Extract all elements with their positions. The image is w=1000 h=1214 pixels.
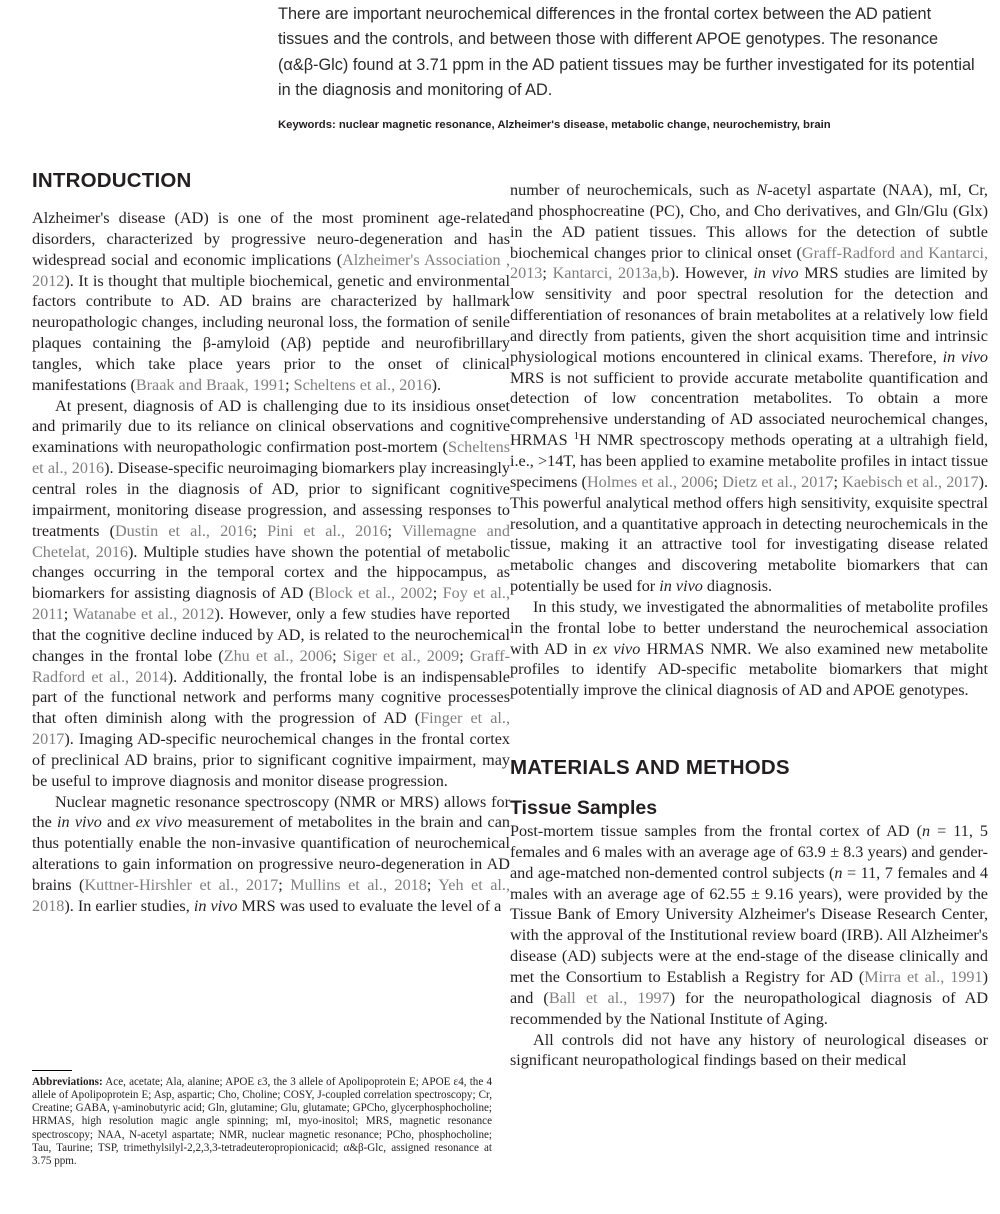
paragraph: Post-mortem tissue samples from the frontal cortex of AD (n = 11, 5 females and 6 males with an average age of 63.9 ± 8.3 years) and gender- and age-matched non-demented control subjects (n = 11, 7 females and 4 males with an average age of 62.55 ± 9.16 years), were provided by the Tissue Bank of Emory University Alzheimer's Disease Research Center, with the approval of the Institutional review board (IRB). All Alzheimer's disease (AD) subjects were at the end-stage of the disease clinically and met the Consortium to Establish a Registry for AD (Mirra et al., 1991) and (Ball et al., 1997) for the neuropathological diagnosis of AD recommended by the National Institute of Aging. xyxy=(510,822,989,1028)
paragraph: Nuclear magnetic resonance spectroscopy (NMR or MRS) allows for the in vivo and ex vivo measurement of metabolites in the brain and can thus potentially enable the non-invasive quantification of neurochemical alterations to gain information on progressive neuro-degeneration in AD brains (Kuttner-Hirshler et al., 2017; Mullins et al., 2018; Yeh et al., 2018). In earlier studies, in vivo MRS was used to evaluate the level of a xyxy=(32,792,510,915)
citation-link[interactable]: Finger et al., 2017 xyxy=(32,709,510,749)
citation-link[interactable]: Yeh et al., 2018 xyxy=(32,876,510,915)
paragraph: In this study, we investigated the abnormalities of metabolite profiles in the frontal lobe to better understand the neurochemical association with AD in ex vivo HRMAS NMR. We also examined new metabolite profiles to identify AD-specific metabolite biomarkers that might potentially improve the clinical diagnosis of AD and APOE genotypes. xyxy=(510,597,988,700)
footnote-rule xyxy=(32,1070,72,1071)
abstract-conclusion: There are important neurochemical differences in the frontal cortex between the AD patient tissues and the controls, and between those with different APOE genotypes. The resonance (α&β-Glc) found at 3.71 ppm in the AD patient tissues may be further investigated for its potential in the diagnosis and monitoring of AD. xyxy=(278,5,975,100)
citation-link[interactable]: Kuttner-Hirshler et al., 2017 xyxy=(84,876,279,894)
citation-link[interactable]: Braak and Braak, 1991 xyxy=(135,375,286,394)
citation-link[interactable]: Ball et al., 1997 xyxy=(548,988,670,1007)
citation-link[interactable]: Kantarci, 2013a,b xyxy=(552,264,670,283)
citation-link[interactable]: Kaebisch et al., 2017 xyxy=(842,472,979,491)
citation-link[interactable]: Alzheimer's Association , 2012 xyxy=(32,250,510,290)
citation-link[interactable]: Scheltens et al., 2016 xyxy=(293,375,432,394)
right-column xyxy=(510,180,988,1071)
keywords: Keywords: nuclear magnetic resonance, Alzheimer's disease, metabolic change, neurochemistry, brain xyxy=(278,119,831,131)
citation-link[interactable]: Watanabe et al., 2012 xyxy=(72,605,215,624)
paragraph: All controls did not have any history of neurological diseases or significant neuropathological findings based on their medical xyxy=(510,1030,988,1070)
section-heading-introduction: INTRODUCTION xyxy=(32,169,192,192)
section-heading-materials-methods: MATERIALS AND METHODS xyxy=(510,756,790,780)
citation-link[interactable]: Siger et al., 2009 xyxy=(342,646,460,665)
citation-link[interactable]: Graff-Radford et al., 2014 xyxy=(32,646,510,686)
citation-link[interactable]: Villemagne and Chetelat, 2016 xyxy=(32,521,510,561)
citation-link[interactable]: Holmes et al., 2006 xyxy=(586,472,714,491)
subsection-heading-tissue-samples: Tissue Samples xyxy=(510,797,658,820)
citation-link[interactable]: Mirra et al., 1991 xyxy=(864,968,983,986)
citation-link[interactable]: Mullins et al., 2018 xyxy=(290,876,427,894)
left-column xyxy=(32,168,510,917)
paragraph: At present, diagnosis of AD is challenging due to its insidious onset and primarily due to its reliance on clinical observations and cognitive examinations with neuropathologic confirmation post-mortem (Scheltens et al., 2016). Disease-specific neuroimaging biomarkers play increasingly central roles in the diagnosis of AD, prior to significant cognitive impairment, monitoring disease progression, and assessing responses to treatments (Dustin et al., 2016; Pini et al., 2016; Villemagne and Chetelat, 2016). Multiple studies have shown the potential of metabolic changes occurring in the temporal cortex and the hippocampus, as biomarkers for assisting diagnosis of AD (Block et al., 2002; Foy et al., 2011; Watanabe et al., 2012). However, only a few studies have reported that the cognitive decline induced by AD, is related to the neurochemical changes in the frontal lobe (Zhu et al., 2006; Siger et al., 2009; Graff-Radford et al., 2014). Additionally, the frontal lobe is an indispensable part of the functional network and performs many cognitive processes that often diminish along with the progression of AD (Finger et al., 2017). Imaging AD-specific neurochemical changes in the frontal cortex of preclinical AD brains, prior to significant cognitive impairment, may be useful to improve diagnosis and monitor disease progression. xyxy=(32,396,511,790)
citation-link[interactable]: Foy et al., 2011 xyxy=(32,584,510,624)
citation-link[interactable]: Block et al., 2002 xyxy=(314,584,433,603)
citation-link[interactable]: Dietz et al., 2017 xyxy=(722,472,834,491)
citation-link[interactable]: Zhu et al., 2006 xyxy=(223,646,333,665)
abbreviations-footnote: Abbreviations: Ace, acetate; Ala, alanine; APOE ε3, the 3 allele of Apolipoprotein E; APOE ε4, the 4 allele of Apolipoprotein E; Asp, aspartic; Cho, Choline; COSY, J-coupled correlation spectroscopy; Cr, Creatine; GABA, γ-aminobutyric acid; Gln, glutamine; Glu, glutamate; GPCho, glycerphosphocholine; HRMAS, high resolution magic angle spinning; mI, myo-inositol; MRS, magnetic resonance spectroscopy; NAA, N-acetyl aspartate; NMR, nuclear magnetic resonance; PCho, phosphocholine; Tau, Taurine; TSP, trimethylsilyl-2,2,3,3-tetradeuteropropionicacid; α&β-Glc, assigned resonance at 3.75 ppm. xyxy=(32,1076,492,1167)
citation-link[interactable]: Pini et al., 2016 xyxy=(267,521,388,540)
citation-link[interactable]: Scheltens et al., 2016 xyxy=(32,438,510,478)
citation-link[interactable]: Dustin et al., 2016 xyxy=(114,521,253,540)
paragraph: Alzheimer's disease (AD) is one of the most prominent age-related disorders, characterized by progressive neuro-degeneration and has widespread social and economic implications (Alzheimer's Association , 2012). It is thought that multiple biochemical, genetic and environmental factors contribute to AD. AD brains are characterized by hallmark neuropathologic changes, including neuronal loss, the formation of senile plaques containing the β-amyloid (Aβ) peptide and neurofibrillary tangles, which take place years prior to the onset of clinical manifestations (Braak and Braak, 1991; Scheltens et al., 2016). xyxy=(32,209,510,394)
citation-link[interactable]: Graff-Radford and Kantarci, 2013 xyxy=(510,243,988,283)
paragraph: number of neurochemicals, such as N-acetyl aspartate (NAA), mI, Cr, and phosphocreatine (PC), Cho, and Cho derivatives, and Gln/Glu (Glx) in the AD patient tissues. This allows for the detection of subtle biochemical changes prior to clinical onset (Graff-Radford and Kantarci, 2013; Kantarci, 2013a,b). However, in vivo MRS studies are limited by low sensitivity and poor spectral resolution for the detection and differentiation of resonances of brain metabolites at a relatively low field and directly from patients, given the short acquisition time and intrinsic physiological motions encountered in clinical exams. Therefore, in vivo MRS is not sufficient to provide accurate metabolite quantification and detection of low concentration metabolites. To obtain a more comprehensive understanding of AD associated neurochemical changes, HRMAS $^1$H NMR spectroscopy methods operating at a ultrahigh field, i.e., >14T, has been applied to examine metabolite profiles in intact tissue specimens (Holmes et al., 2006; Dietz et al., 2017; Kaebisch et al., 2017). This powerful analytical method offers high sensitivity, exquisite spectral resolution, and a quantitative approach in detecting neurochemicals in the tissue, making it an attractive tool for investigating disease related metabolic changes and discovering metabolite biomarkers that can potentially be used for in vivo diagnosis. xyxy=(510,181,989,596)
